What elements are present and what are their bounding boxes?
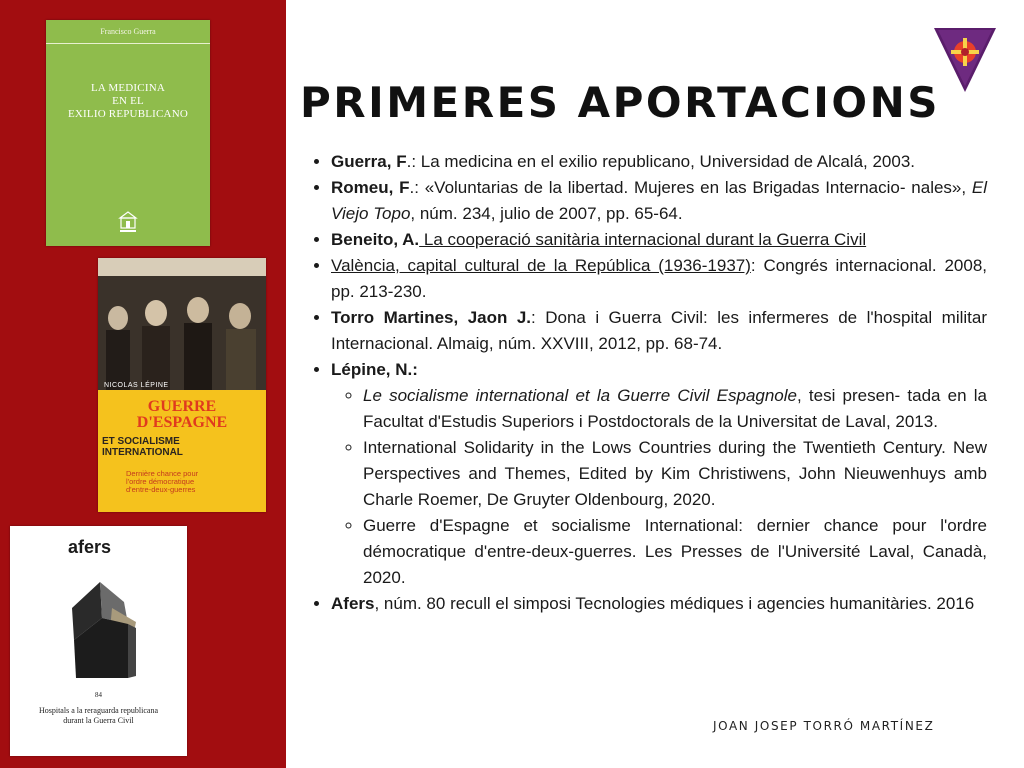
reference-author: Torro Martines, Jaon J. bbox=[331, 308, 532, 327]
reference-title: Le socialisme international et la Guerre Civil Espagnole bbox=[363, 386, 797, 405]
reference-author: Guerra, F bbox=[331, 152, 407, 171]
cover-title: GUERRE D'ESPAGNE bbox=[136, 398, 228, 431]
page-title: PRIMERES APORTACIONS bbox=[300, 78, 941, 127]
reference-text: Guerre d'Espagne et socialisme International: dernier chance pour l'ordre démocratique d'entre-deux-guerres. Les Presses de l'Université Laval, Canadà, 2020. bbox=[363, 516, 987, 587]
reference-author: Romeu, F bbox=[331, 178, 410, 197]
reference-author: Afers bbox=[331, 594, 375, 613]
footer-author: JOAN JOSEP TORRÓ MARTÍNEZ bbox=[713, 719, 935, 733]
reference-text: , núm. 80 recull el simposi Tecnologies médiques i agencies humanitàries. 2016 bbox=[374, 594, 975, 613]
reference-text: , tesi presen- tada en la Facultat d'Estudis Superiors i Postdoctorals de la Universitat de Laval, 2013. bbox=[363, 386, 987, 431]
issue-number: 84 bbox=[95, 691, 102, 699]
reference-item bbox=[331, 305, 987, 357]
sidebar-panel bbox=[0, 0, 286, 768]
cover-tagline: Dernière chance pour l'ordre démocratique d'entre-deux-guerres bbox=[126, 469, 199, 494]
cover-author: Francisco Guerra bbox=[100, 27, 156, 36]
reference-text: .: «Voluntarias de la libertad. Mujeres en las Brigadas Internacio- nales», bbox=[409, 178, 972, 197]
reference-item bbox=[331, 175, 987, 227]
reference-text: : Congrés internacional. 2008, pp. 213-230. bbox=[331, 256, 988, 301]
reference-journal: El Viejo Topo bbox=[331, 178, 987, 223]
university-emblem-icon bbox=[117, 210, 139, 234]
cover-title: LA MEDICINA EN EL EXILIO REPUBLICANO bbox=[67, 82, 188, 120]
reference-text: International Solidarity in the Lows Countries during the Twentieth Century. New Perspectives and Themes, Edited by Kim Christiwens, John Nieuwenhuys amb Charle Roemer, De Gruyter Oldenbourg, 2020. bbox=[363, 438, 987, 509]
cover-photo bbox=[98, 258, 266, 390]
book-cover-medicina bbox=[46, 20, 210, 246]
reference-text: , núm. 234, julio de 2007, pp. 65-64. bbox=[410, 204, 683, 223]
cover-author: NICOLAS LÉPINE bbox=[104, 382, 169, 389]
reference-list bbox=[310, 149, 987, 617]
reference-item bbox=[331, 591, 987, 617]
sub-reference-item bbox=[363, 513, 987, 591]
reference-text: .: La medicina en el exilio republicano, Universidad de Alcalá, 2003. bbox=[406, 152, 916, 171]
reference-link[interactable]: La cooperació sanitària internacional durant la Guerra Civil bbox=[419, 230, 867, 249]
sub-reference-list bbox=[331, 383, 987, 591]
reference-item bbox=[331, 253, 987, 305]
sub-reference-item bbox=[363, 435, 987, 513]
cover-title: Hospitals a la reraguarda republicana durant la Guerra Civil bbox=[38, 706, 159, 725]
afers-logo: afers bbox=[68, 537, 112, 557]
reference-item bbox=[331, 357, 987, 591]
reference-text: : Dona i Guerra Civil: les infermeres de l'hospital militar Internacional. Almaig, núm. XXVIII, 2012, pp. 68-74. bbox=[331, 308, 987, 353]
cover-subtitle: ET SOCIALISME INTERNATIONAL bbox=[102, 436, 183, 458]
reference-author: Beneito, A. bbox=[331, 230, 420, 249]
book-cover-guerre bbox=[98, 258, 266, 512]
reference-item bbox=[331, 227, 987, 253]
open-book-illustration bbox=[62, 578, 142, 682]
heraldic-shield-icon bbox=[932, 26, 998, 94]
reference-link[interactable]: València, capital cultural de la República (1936-1937) bbox=[331, 256, 751, 275]
book-cover-afers bbox=[10, 526, 187, 756]
reference-author: Lépine, N.: bbox=[331, 360, 418, 379]
cover-rule bbox=[46, 43, 210, 44]
reference-item bbox=[331, 149, 987, 175]
sub-reference-item bbox=[363, 383, 987, 435]
